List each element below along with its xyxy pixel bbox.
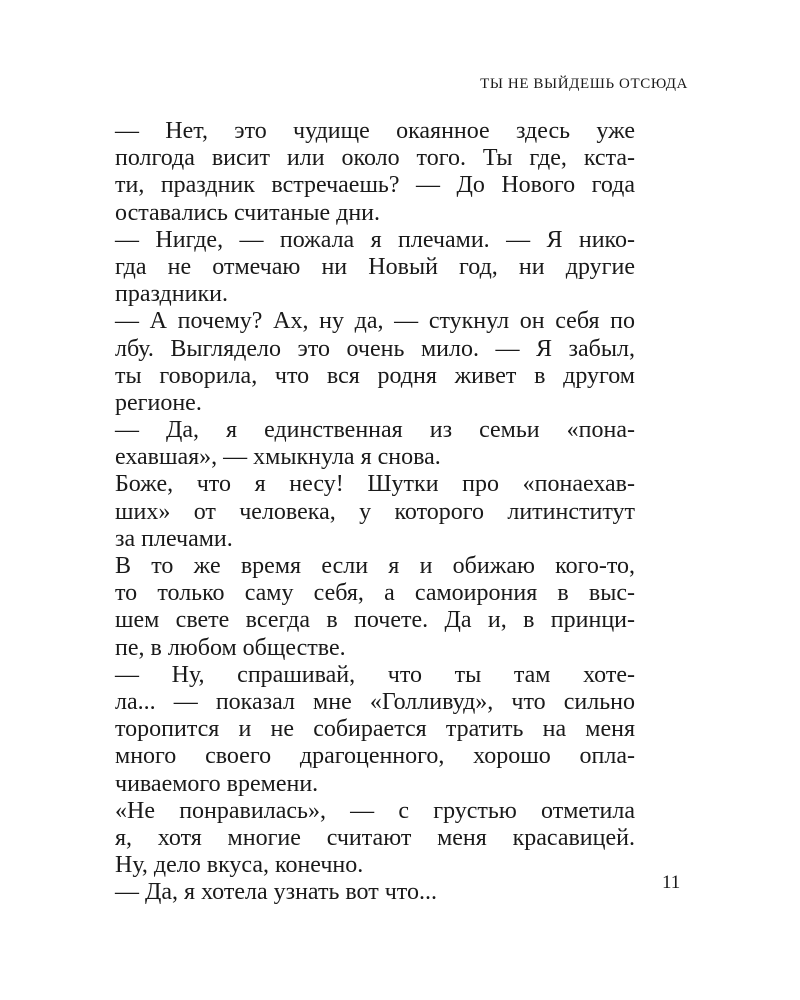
text-line: ла... — показал мне «Голливуд», что сильно (115, 688, 635, 715)
text-line: ты говорила, что вся родня живет в другом (115, 362, 635, 389)
text-line: Ну, дело вкуса, конечно. (115, 852, 364, 879)
text-line: ехавшая», — хмыкнула я снова. (115, 444, 441, 471)
text-line: — Нет, это чудище окаянное здесь уже (115, 118, 635, 144)
text-line: — Нигде, — пожала я плечами. — Я нико- (115, 226, 635, 253)
text-line: Боже, что я несу! Шутки про «понаехав- (115, 471, 635, 498)
page-number: 11 (662, 872, 681, 893)
text-line: пе, в любом обществе. (115, 634, 346, 661)
text-line: гда не отмечаю ни Новый год, ни другие (115, 253, 635, 280)
text-line: я, хотя многие считают меня красавицей. (115, 824, 635, 851)
text-line: В то же время если я и обижаю кого-то, (115, 553, 635, 579)
text-line: ших» от человека, у которого литинститут (115, 498, 635, 525)
text-line: — Ну, спрашивай, что ты там хоте- (115, 661, 635, 688)
text-line: — А почему? Ах, ну да, — стукнул он себя по (115, 308, 635, 335)
text-line: — Да, я хотела узнать вот что... (115, 879, 437, 906)
text-line: торопится и не собирается тратить на меня (115, 716, 635, 743)
text-line: за плечами. (115, 525, 233, 552)
text-line: регионе. (115, 389, 202, 416)
body-text (115, 118, 635, 906)
text-line: оставались считаные дни. (115, 199, 381, 226)
text-line: — Да, я единственная из семьи «пона- (115, 417, 635, 444)
text-line: много своего драгоценного, хорошо опла- (115, 743, 635, 770)
text-line: шем свете всегда в почете. Да и, в принци- (115, 607, 635, 634)
text-line: праздники. (115, 281, 228, 308)
text-line: полгода висит или около того. Ты где, кста- (115, 145, 635, 172)
text-line: ти, праздник встречаешь? — До Нового года (115, 172, 635, 199)
text-line: чиваемого времени. (115, 770, 319, 797)
text-line: лбу. Выглядело это очень мило. — Я забыл, (115, 335, 635, 362)
text-line: «Не понравилась», — с грустью отметила (115, 797, 635, 824)
text-line: то только саму себя, а самоирония в выс- (115, 580, 635, 607)
running-header: ТЫ НЕ ВЫЙДЕШЬ ОТСЮДА (480, 76, 688, 92)
